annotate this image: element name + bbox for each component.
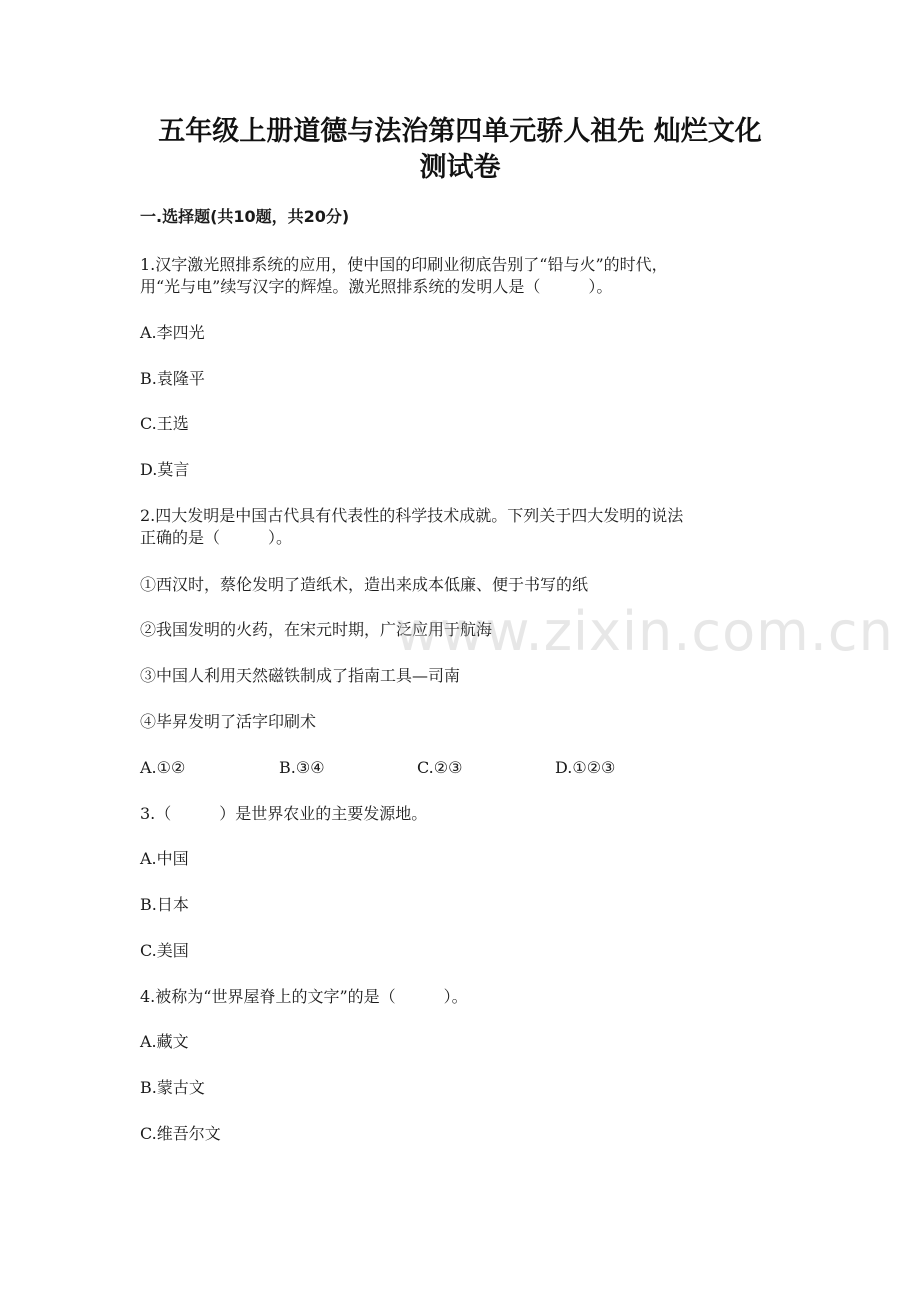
question-1-option-d: D.莫言 [140,460,190,479]
question-2-statement-2: ②我国发明的火药，在宋元时期，广泛应用于航海 [140,620,493,639]
question-1-option-a: A.李四光 [140,323,205,342]
question-2-text-line-2: 正确的是（ ）。 [140,528,293,547]
question-2-option-d: D.①②③ [555,758,616,777]
question-2-statement-1: ①西汉时，蔡伦发明了造纸术，造出来成本低廉、便于书写的纸 [140,575,589,594]
watermark: www.zixin.com.cn [395,600,894,663]
question-1-option-b: B.袁隆平 [140,369,205,388]
question-2-statement-3: ③中国人利用天然磁铁制成了指南工具—司南 [140,666,461,685]
question-1-text-line-2: 用“光与电”续写汉字的辉煌。激光照排系统的发明人是（ ）。 [140,277,613,296]
question-4-option-a: A.藏文 [140,1032,189,1051]
question-2-statement-4: ④毕昇发明了活字印刷术 [140,712,317,731]
question-2-option-a: A.①② [140,758,186,777]
question-2-text-line-1: 2.四大发明是中国古代具有代表性的科学技术成就。下列关于四大发明的说法 [140,506,684,525]
question-4-option-b: B.蒙古文 [140,1078,205,1097]
question-3-text: 3.（ ）是世界农业的主要发源地。 [140,804,428,823]
question-1-option-c: C.王选 [140,414,189,433]
section-heading: 一.选择题(共10题，共20分) [140,207,350,226]
question-1-text-line-1: 1.汉字激光照排系统的应用，使中国的印刷业彻底告别了“铅与火”的时代， [140,255,668,274]
question-3-option-b: B.日本 [140,895,189,914]
page-title-line-1: 五年级上册道德与法治第四单元骄人祖先 灿烂文化 [158,116,762,147]
question-3-option-a: A.中国 [140,849,189,868]
question-2-option-c: C.②③ [417,758,463,777]
question-4-option-c: C.维吾尔文 [140,1124,221,1143]
question-4-text: 4.被称为“世界屋脊上的文字”的是（ ）。 [140,987,468,1006]
question-3-option-c: C.美国 [140,941,189,960]
page-title-line-2: 测试卷 [419,152,501,183]
question-2-option-b: B.③④ [279,758,325,777]
question-2-options-row [140,755,780,781]
